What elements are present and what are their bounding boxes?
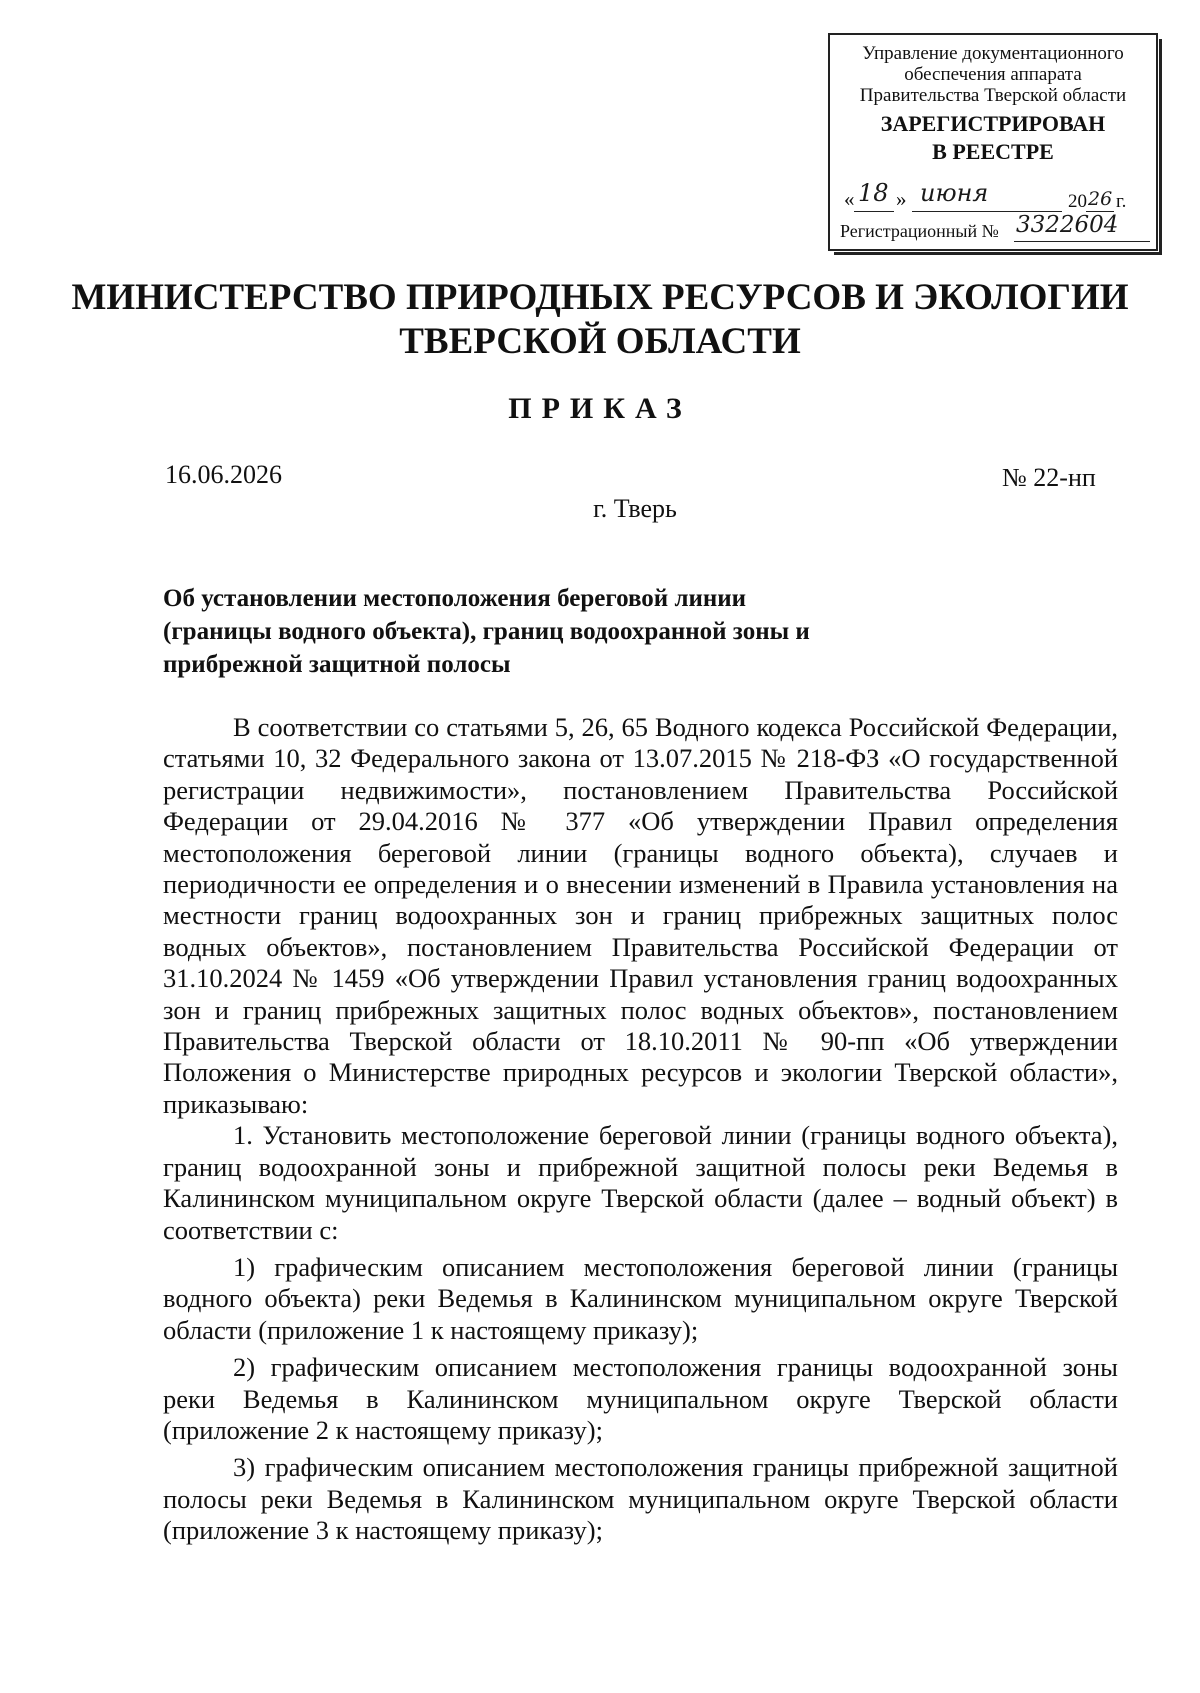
stamp-day: 18 — [858, 179, 889, 207]
stamp-org-line-3: Правительства Тверской области — [859, 85, 1127, 106]
stamp-year-prefix: 20 — [1068, 191, 1087, 212]
stamp-registered-line-1: ЗАРЕГИСТРИРОВАН — [880, 111, 1106, 136]
registration-stamp — [828, 33, 1158, 251]
subject-line-2: (границы водного объекта), границ водоохранной зоны и — [163, 618, 810, 645]
stamp-date-line: « 18 » июня 20 26 г. — [844, 179, 1127, 212]
stamp-year-suffix: 26 — [1088, 188, 1113, 210]
document-number: № 22-нп — [1002, 463, 1096, 492]
item-1-paragraph: 1. Установить местоположение береговой линии (границы водного объекта), границ водоохранной зоны и прибрежной защитной полосы реки Ведемья в Калининском муниципальном округе Тверской области (далее – водный объект) в соответствии с: — [163, 1120, 1118, 1245]
ministry-title — [0, 276, 1200, 364]
document-date: 16.06.2026 — [165, 460, 282, 489]
stamp-organization — [830, 43, 1156, 106]
stamp-registered-line-2: В РЕЕСТРЕ — [932, 139, 1054, 164]
stamp-month: июня — [920, 179, 989, 207]
subitem-2-paragraph: 2) графическим описанием местоположения границы водоохранной зоны реки Ведемья в Калининском муниципальном округе Тверской области (приложение 2 к настоящему приказу); — [163, 1352, 1118, 1445]
stamp-org-line-2: обеспечения аппарата — [904, 64, 1082, 85]
document-type: ПРИКАЗ — [508, 392, 692, 425]
subitem-1-paragraph: 1) графическим описанием местоположения береговой линии (границы водного объекта) реки Ведемья в Калининском муниципальном округе Тверской области (приложение 1 к настоящему приказу); — [163, 1251, 1118, 1345]
document-subject — [163, 582, 923, 681]
ministry-title-line-2: ТВЕРСКОЙ ОБЛАСТИ — [399, 321, 801, 362]
ministry-title-line-1: МИНИСТЕРСТВО ПРИРОДНЫХ РЕСУРСОВ И ЭКОЛОГИИ — [71, 277, 1129, 318]
preamble-paragraph: В соответствии со статьями 5, 26, 65 Водного кодекса Российской Федерации, статьями 10, 32 Федерального закона от 13.07.2015 № 218-ФЗ «О государственной регистрации недвижимости», постановлением Правительства Российской Федерации от 29.04.2016 № 377 «Об утверждении Правил определения местоположения береговой линии (границы водного объекта), случаев и периодичности ее определения и о внесении изменений в Правила установления на местности границ водоохранных зон и границ прибрежных защитных полос водных объектов», постановлением Правительства Российской Федерации от 31.10.2024 № 1459 «Об утверждении Правил установления границ водоохранных зон и границ прибрежных защитных полос водных объектов», постановлением Правительства Тверской области от 18.10.2011 № 90-пп «Об утверждении Положения о Министерстве природных ресурсов и экологии Тверской области», приказываю: — [163, 712, 1118, 1119]
document-city: г. Тверь — [593, 494, 677, 523]
stamp-registered — [830, 110, 1156, 166]
subject-line-3: прибрежной защитной полосы — [163, 651, 511, 678]
subject-line-1: Об установлении местоположения береговой линии — [163, 585, 747, 612]
document-body — [163, 712, 1118, 1547]
stamp-number-label: Регистрационный № — [840, 221, 999, 241]
stamp-number: 3322604 — [1016, 212, 1119, 238]
subitem-3-paragraph: 3) графическим описанием местоположения границы прибрежной защитной полосы реки Ведемья в Калининском муниципальном округе Тверской области (приложение 3 к настоящему приказу); — [163, 1452, 1118, 1546]
stamp-org-line-1: Управление документационного — [862, 43, 1124, 64]
stamp-year-abbr: г. — [1116, 191, 1127, 212]
stamp-number-line — [840, 212, 1155, 247]
